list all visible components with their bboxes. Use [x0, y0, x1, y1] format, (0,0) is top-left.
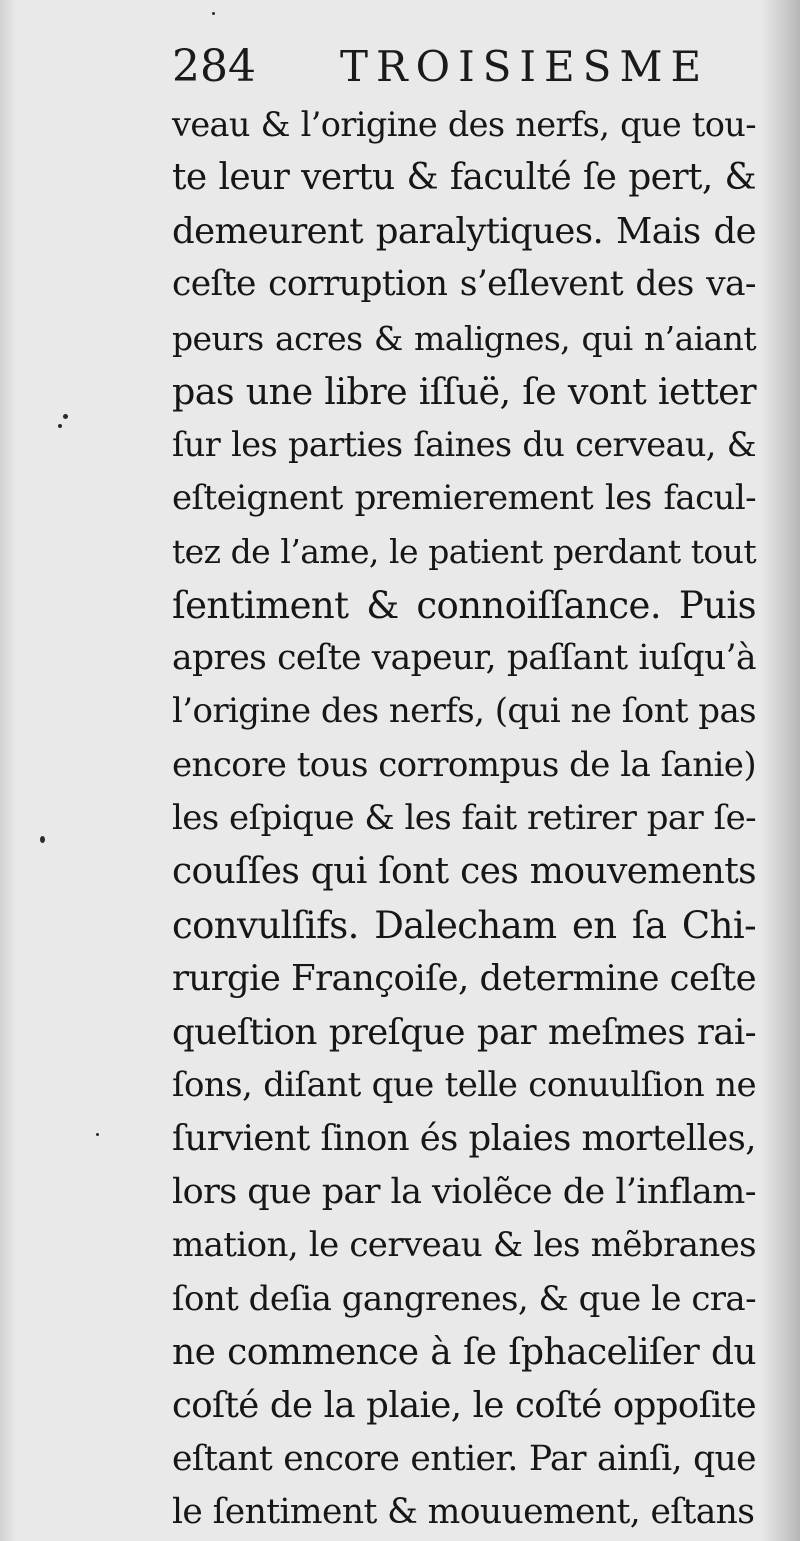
ink-speck [96, 1133, 99, 1136]
text-line: apres ceſte vapeur, paſſant iuſqu’à [172, 637, 756, 678]
gutter-shadow [760, 0, 800, 1541]
text-line: te leur vertu & faculté ſe pert, & [172, 157, 756, 199]
text-line: eſteignent premierement les facul- [172, 477, 756, 518]
text-line: ceſte corruption s’eſlevent des va- [172, 264, 756, 305]
text-line: peurs acres & malignes, qui n’aiant [172, 318, 756, 358]
text-line: ſentiment & connoiſſance. Puis [172, 583, 756, 627]
text-line: encore tous corrompus de la ſanie) [172, 744, 756, 785]
ink-speck [212, 12, 215, 15]
page-number: 284 [172, 41, 256, 92]
text-line: eſtant encore entier. Par ainſi, que [172, 1438, 756, 1479]
text-line: l’origine des nerfs, (qui ne ſont pas [172, 691, 756, 732]
text-line: ſur les parties ſaines du cerveau, & [172, 425, 756, 465]
ink-speck [58, 424, 62, 428]
text-line: ſont deſia gangrenes, & que le cra- [172, 1278, 756, 1319]
running-head [172, 40, 752, 94]
text-line: rurgie Françoiſe, determine ceſte [172, 958, 756, 1000]
text-line: le ſentiment & mouuement, eſtans [172, 1492, 755, 1533]
ink-speck [63, 414, 68, 419]
text-line: mation, le cerveau & les mẽbranes [172, 1225, 756, 1266]
text-line: couſſes qui ſont ces mouvements [172, 851, 756, 893]
text-line: ne commence à ſe ſphaceliſer du [172, 1331, 756, 1373]
text-line: pas une libre iſſuë, ſe vont ietter [172, 369, 756, 413]
text-line: les eſpique & les fait retirer par ſe- [172, 798, 756, 839]
text-line: demeurent paralytiques. Mais de [172, 210, 756, 252]
text-line: convulſifs. Dalecham en ſa Chi- [172, 903, 756, 947]
ink-speck [40, 836, 45, 843]
running-head-title: TROISIESME [340, 42, 710, 91]
text-line: coſté de la plaie, le coſté oppoſite [172, 1385, 756, 1427]
text-line: lors que par la violẽce de l’inflam- [172, 1171, 756, 1212]
body-text [172, 98, 756, 1540]
text-line: tez de l’ame, le patient perdant tout [172, 532, 756, 572]
text-line: ſurvient ſinon és plaies mortelles, [172, 1118, 756, 1160]
page-edge-shadow [0, 0, 16, 1541]
text-line: veau & l’origine des nerfs, que tou- [172, 105, 756, 144]
text-line: queſtion preſque par meſmes rai- [172, 1011, 756, 1053]
text-line: ſons, diſant que telle conuulſion ne [172, 1065, 756, 1106]
